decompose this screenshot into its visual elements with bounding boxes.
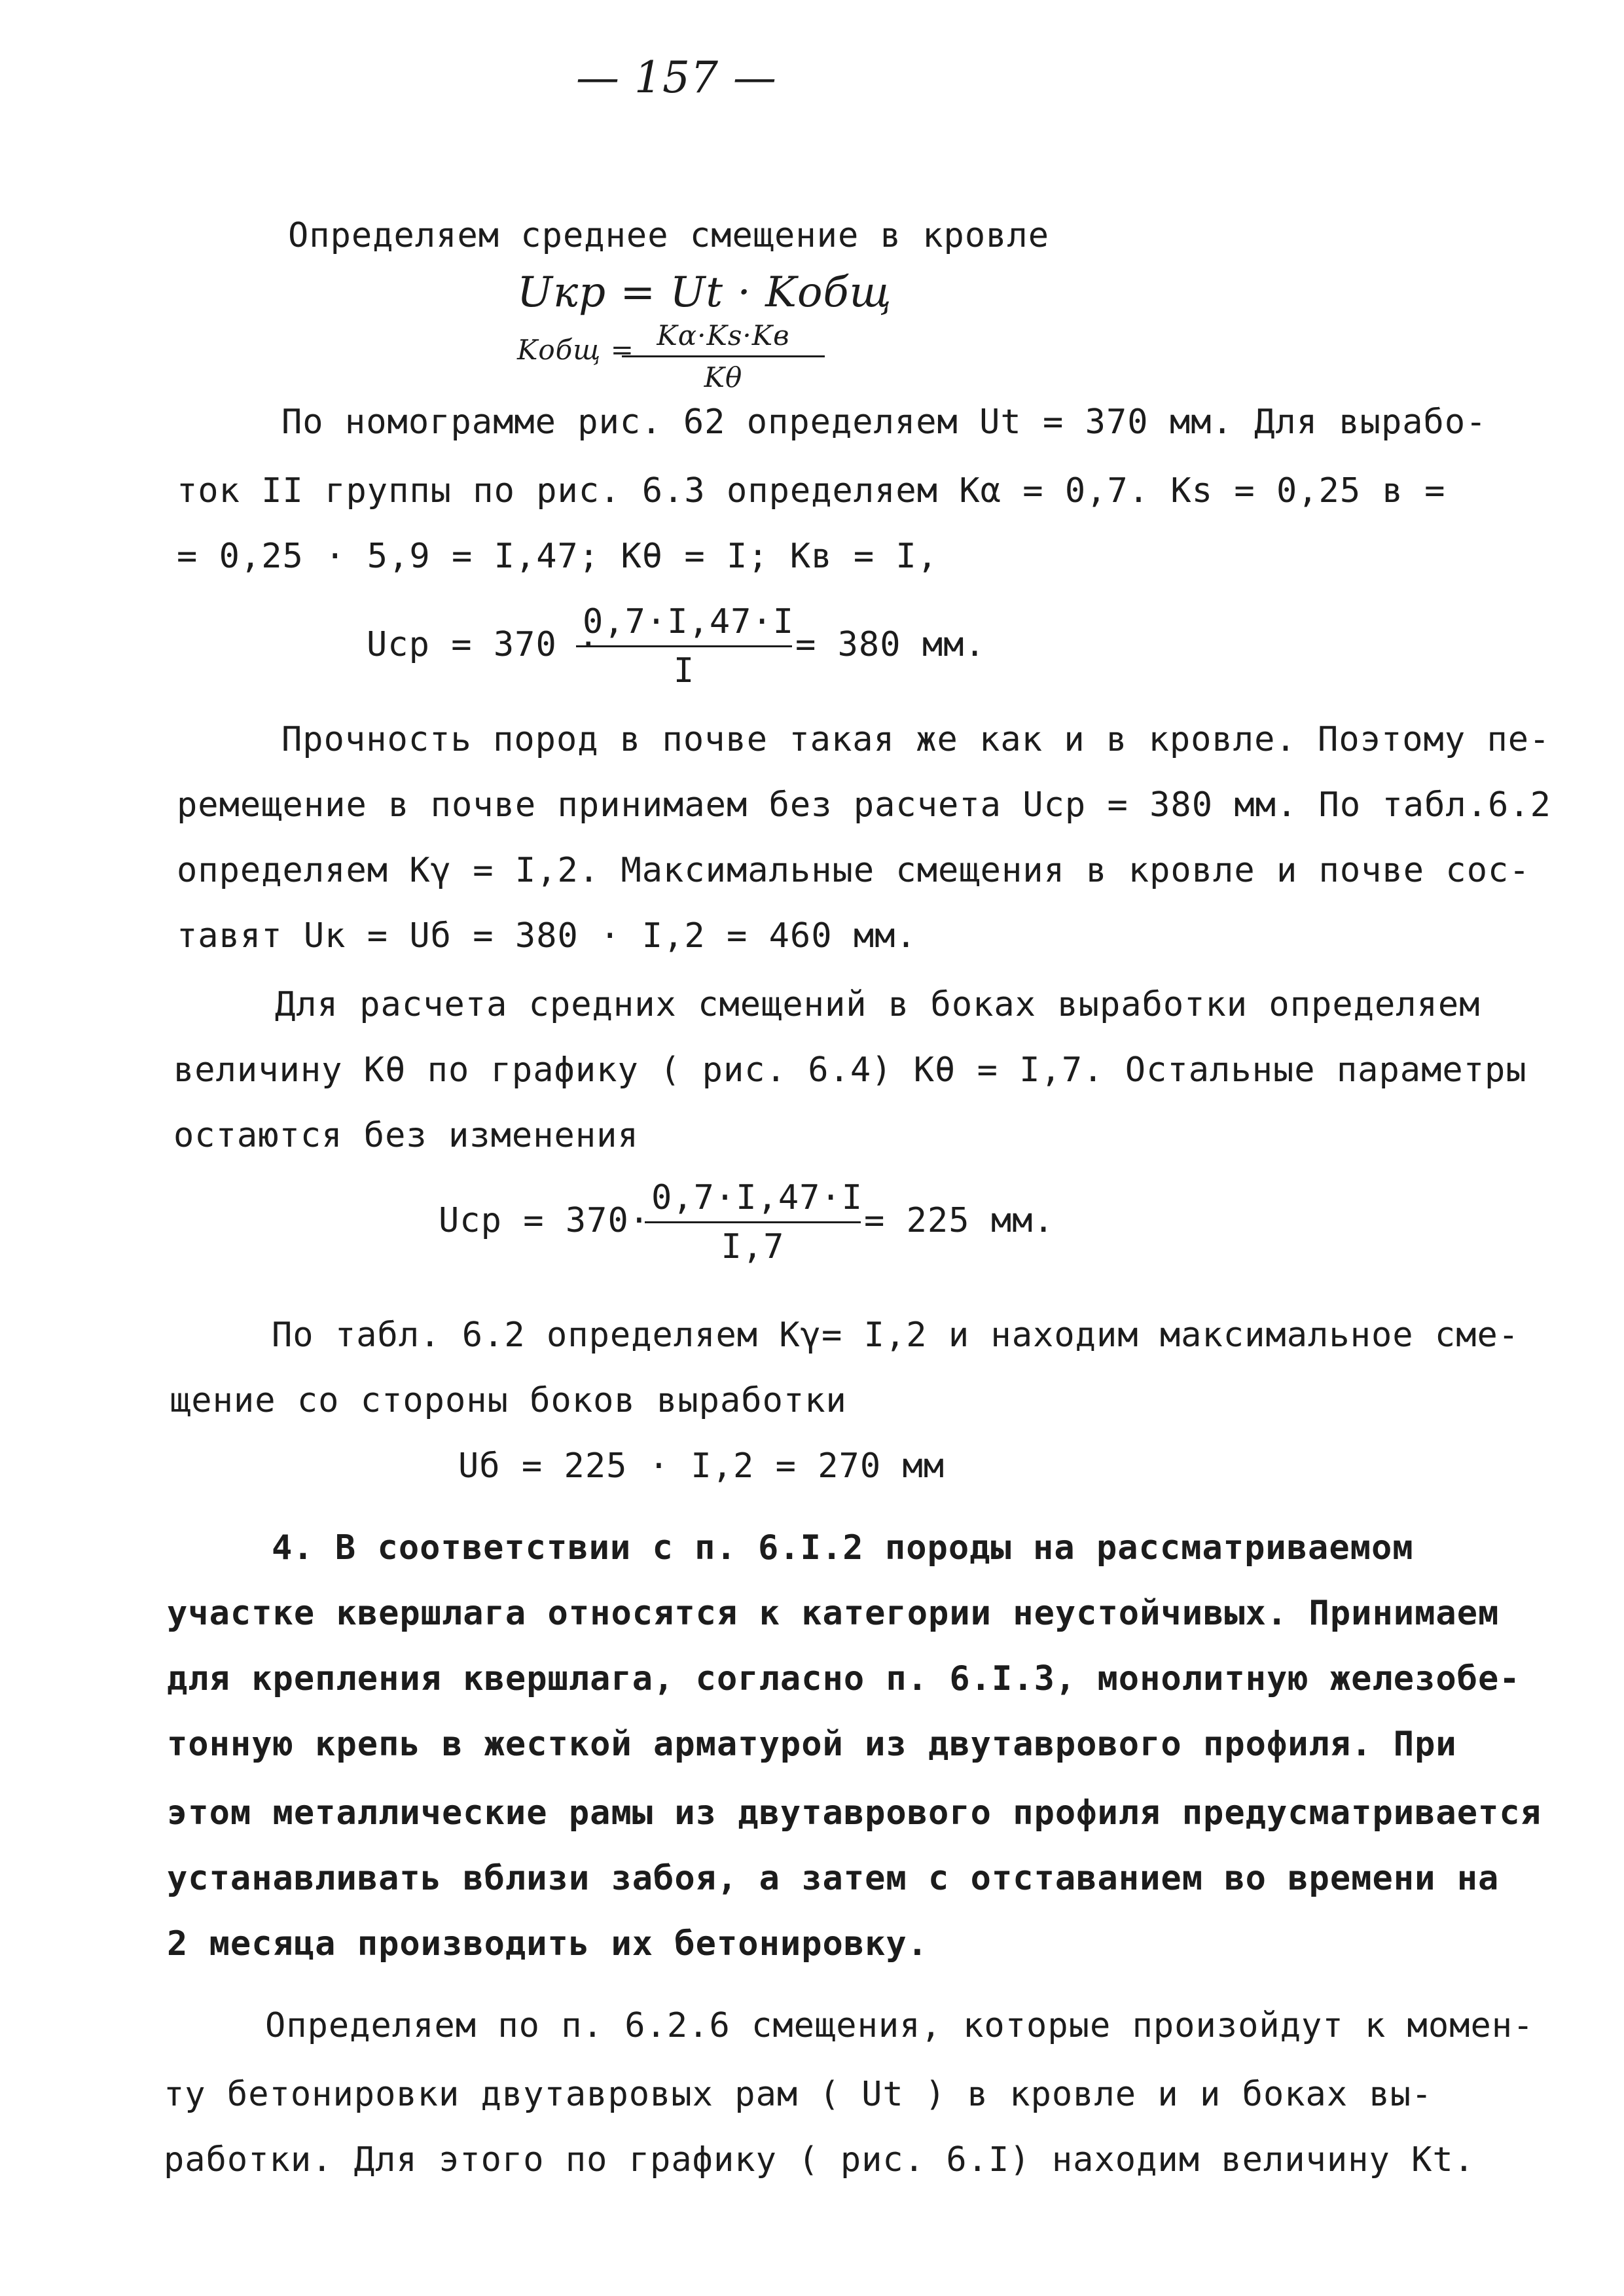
text-line: участке квершлага относятся к категории неустойчивых. Принимаем (167, 1594, 1500, 1633)
text-line: этом металлические рамы из двутаврового профиля предусматривается (167, 1793, 1542, 1833)
text-line: Прочность пород в почве такая же как и в кровле. Поэтому пе- (281, 720, 1551, 759)
formula-kobsh-lhs: Kобщ = (517, 334, 634, 366)
fraction-denominator: I,7 (721, 1227, 785, 1266)
text-line: ремещение в почве принимаем без расчета Uср = 380 мм. По табл.6.2 (177, 785, 1551, 825)
text-line: тавят Uк = Uб = 380 · I,2 = 460 мм. (177, 916, 917, 956)
text-line: Определяем по п. 6.2.6 смещения, которые произойдут к момен- (265, 2006, 1534, 2045)
page-number: — 157 — (576, 52, 777, 103)
fraction-denominator: Kθ (704, 361, 743, 393)
text-line: Определяем среднее смещение в кровле (288, 216, 1050, 255)
text-line: ток II группы по рис. 6.3 определяем Kα = 0,7. Ks = 0,25 в = (177, 471, 1446, 511)
fraction-numerator: 0,7·I,47·I (576, 602, 792, 647)
text-line: = 0,25 · 5,9 = I,47; Kθ = I; Kв = I, (177, 537, 939, 576)
text-line: определяем Kγ = I,2. Максимальные смещения в кровле и почве сос- (177, 851, 1530, 890)
text-line: ту бетонировки двутавровых рам ( Ut ) в кровле и и боках вы- (164, 2075, 1433, 2114)
formula-ucp-2-rhs: = 225 мм. (864, 1201, 1055, 1240)
formula-ukr: Uкр = Ut · Kобщ (517, 268, 892, 317)
text-line: 2 месяца производить их бетонировку. (167, 1924, 929, 1964)
formula-ucp-1-lhs: Uср = 370 · (367, 625, 600, 664)
text-line: По табл. 6.2 определяем Kγ= I,2 и находим максимальное сме- (272, 1316, 1520, 1355)
formula-ucp-2-fraction (645, 1178, 861, 1266)
text-line: Для расчета средних смещений в боках выработки определяем (275, 985, 1481, 1024)
text-line: По номограмме рис. 62 определяем Ut = 370 мм. Для вырабо- (281, 403, 1487, 442)
text-line: 4. В соответствии с п. 6.I.2 породы на рассматриваемом (272, 1528, 1414, 1568)
formula-kobsh-fraction (622, 319, 825, 393)
formula-ucp-1-rhs: = 380 мм. (795, 625, 986, 664)
text-line: тонную крепь в жесткой арматурой из двутаврового профиля. При (167, 1725, 1457, 1764)
text-line: величину Kθ по графику ( рис. 6.4) Kθ = I,7. Остальные параметры (173, 1050, 1527, 1090)
formula-ub: Uб = 225 · I,2 = 270 мм (458, 1446, 945, 1486)
formula-ucp-1-fraction (576, 602, 795, 691)
text-line: щение со стороны боков выработки (170, 1381, 847, 1420)
fraction-numerator: 0,7·I,47·I (645, 1178, 861, 1223)
text-line: устанавливать вблизи забоя, а затем с отставанием во времени на (167, 1859, 1500, 1898)
fraction-denominator: I (673, 651, 695, 691)
text-line: для крепления квершлага, согласно п. 6.I.3, монолитную железобе- (167, 1659, 1521, 1698)
fraction-numerator: Kα·Ks·Kв (622, 319, 825, 357)
text-line: работки. Для этого по графику ( рис. 6.I) находим величину Kt. (164, 2140, 1475, 2179)
formula-ucp-2-lhs: Uср = 370· (439, 1201, 651, 1240)
text-line: остаются без изменения (173, 1116, 639, 1155)
